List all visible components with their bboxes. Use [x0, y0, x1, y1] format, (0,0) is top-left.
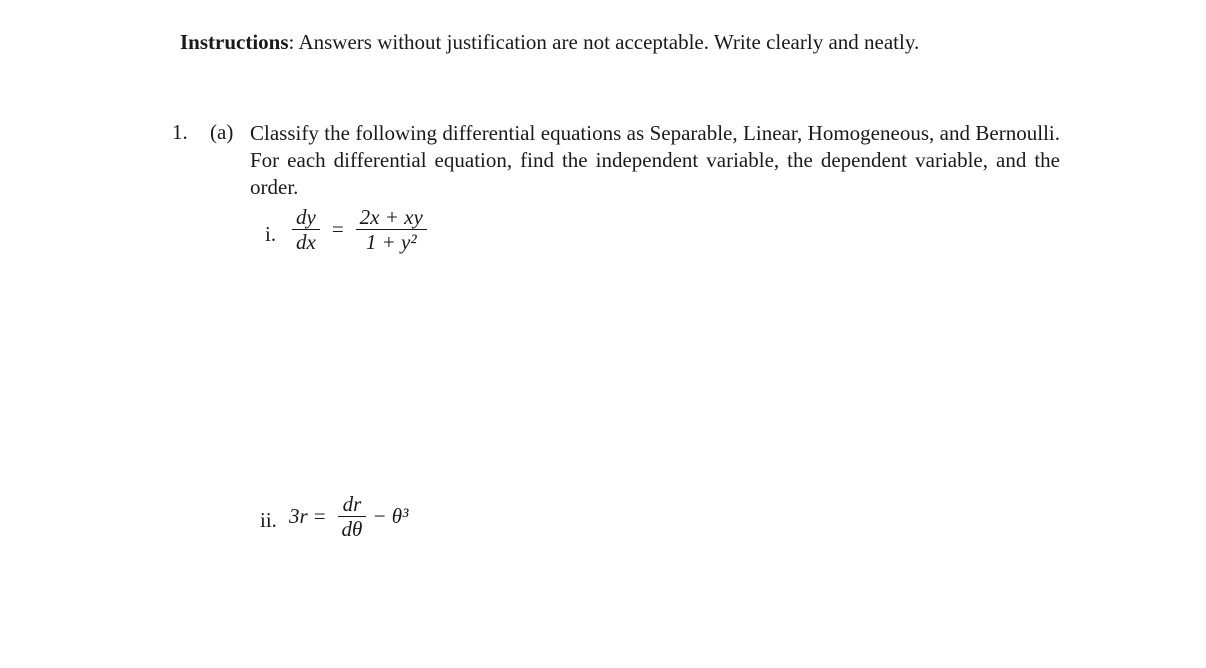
cut-off-header-text	[360, 0, 830, 4]
part-instructions: Classify the following differential equations as Separable, Linear, Homogeneous, and Bernoulli. For each differential equation, find the independent variable, the dependent variable, and the order.	[250, 121, 1060, 199]
instructions-line	[180, 30, 919, 55]
equation-i-rhs-denominator: 1 + y²	[365, 230, 417, 254]
item-i-label: i.	[265, 222, 277, 246]
problem-number: 1.	[172, 120, 188, 144]
equation-i-lhs-numerator: dy	[296, 205, 316, 229]
equation-ii	[289, 492, 408, 541]
item-ii-label: ii.	[260, 508, 277, 532]
equation-i-rhs-fraction	[356, 205, 427, 254]
part-label: (a)	[210, 120, 234, 144]
equation-i	[286, 205, 433, 254]
instructions-text: : Answers without justification are not acceptable. Write clearly and neatly.	[288, 30, 920, 54]
equation-ii-denominator: dθ	[341, 517, 363, 541]
equation-i-equals: =	[331, 217, 344, 241]
equation-ii-fraction	[338, 492, 367, 541]
equation-i-lhs-denominator: dx	[296, 230, 316, 254]
equation-i-rhs-numerator: 2x + xy	[359, 205, 423, 229]
equation-ii-lhs: 3r	[289, 504, 308, 528]
equation-ii-equals: =	[313, 504, 326, 528]
equation-ii-tail: − θ³	[372, 504, 409, 528]
equation-i-lhs-fraction	[292, 205, 320, 254]
equation-ii-numerator: dr	[342, 492, 362, 516]
instructions-label: Instructions	[180, 30, 289, 54]
